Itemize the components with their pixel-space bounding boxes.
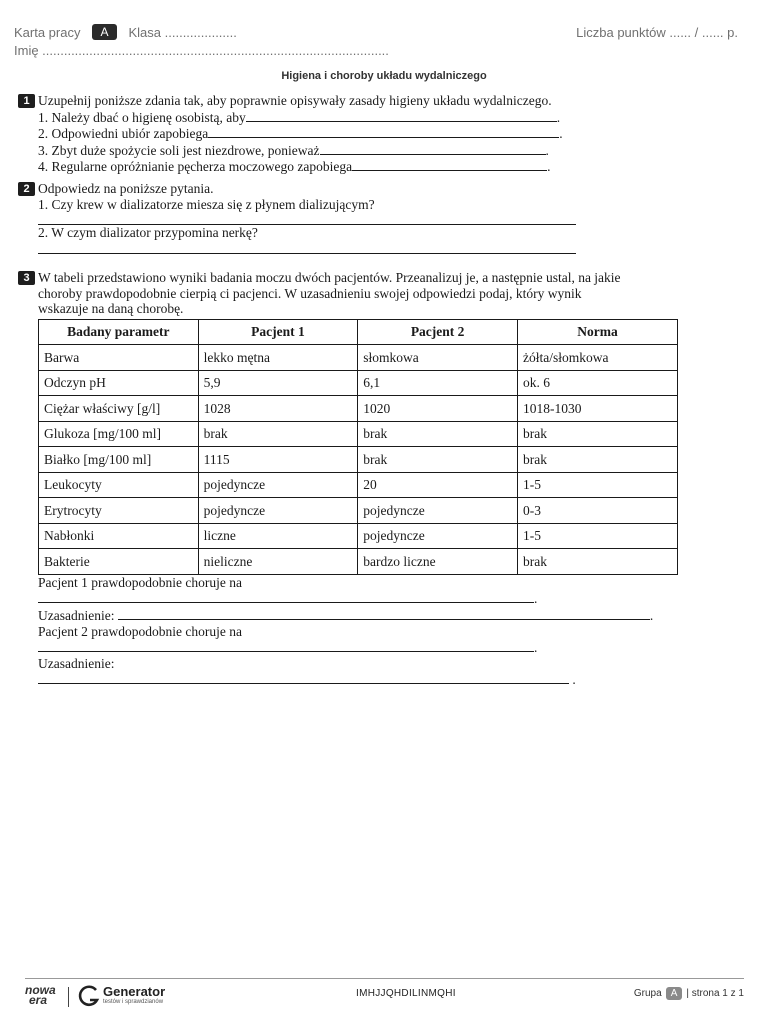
parameter-cell: Barwa (39, 345, 199, 371)
parameter-cell: Glukoza [mg/100 ml] (39, 421, 199, 447)
worksheet-header (14, 24, 738, 58)
task-2-instruction: Odpowiedz na poniższe pytania. (38, 181, 214, 196)
answer-line[interactable] (208, 125, 559, 138)
answer-line[interactable] (38, 241, 576, 254)
task-number-1: 1 (18, 94, 35, 108)
task-2-question-2: 2. W czym dializator przypomina nerkę? (38, 225, 258, 241)
value-cell: 1028 (198, 396, 358, 422)
task-1-instruction: Uzupełnij poniższe zdania tak, aby poprawnie opisywały zasady higieny układu wydalniczego. (38, 93, 552, 108)
value-cell: 1115 (198, 447, 358, 473)
answer-line[interactable] (320, 142, 546, 155)
answer-line[interactable] (38, 671, 569, 684)
footer-group-badge: A (666, 987, 683, 1000)
table-row (39, 472, 678, 498)
task-2 (18, 181, 678, 254)
table-row (39, 447, 678, 473)
name-field: Imię ................................................................................................ (14, 43, 389, 58)
parameter-cell: Leukocyty (39, 472, 199, 498)
group-badge: A (92, 24, 116, 40)
value-cell: brak (517, 421, 677, 447)
value-cell: 6,1 (358, 370, 518, 396)
column-header: Badany parametr (39, 319, 199, 345)
answer-line[interactable] (38, 590, 534, 603)
worksheet-code: IMHJJQHDILINMQHI (356, 988, 456, 999)
value-cell: brak (358, 421, 518, 447)
task-1-item-1: 1. Należy dbać o higienę osobistą, aby . (38, 109, 561, 125)
parameter-cell: Odczyn pH (39, 370, 199, 396)
answer-line[interactable] (118, 607, 650, 620)
table-row (39, 421, 678, 447)
karta-pracy-label: Karta pracy (14, 24, 81, 40)
page-title: Higiena i choroby układu wydalniczego (281, 70, 487, 82)
value-cell: pojedyncze (198, 472, 358, 498)
answer-line[interactable] (38, 639, 534, 652)
value-cell: pojedyncze (358, 523, 518, 549)
value-cell: słomkowa (358, 345, 518, 371)
table-row (39, 523, 678, 549)
group-page-indicator: Grupa A | strona 1 z 1 (633, 988, 744, 999)
page-footer (25, 978, 744, 1019)
task-number-2: 2 (18, 182, 35, 196)
urine-results-table (38, 319, 678, 575)
value-cell: 1-5 (517, 523, 677, 549)
generator-logo-text: Generator testów i sprawdzianów (103, 984, 166, 1005)
parameter-cell: Ciężar właściwy [g/l] (39, 396, 199, 422)
answer-line[interactable] (246, 109, 557, 122)
table-row (39, 370, 678, 396)
value-cell: ok. 6 (517, 370, 677, 396)
task-1-item-4: 4. Regularne opróżnianie pęcherza moczowego zapobiega . (38, 159, 551, 175)
value-cell: brak (358, 447, 518, 473)
column-header: Pacjent 1 (198, 319, 358, 345)
value-cell: brak (517, 447, 677, 473)
table-row (39, 498, 678, 524)
table-row (39, 345, 678, 371)
patient-1-label: Pacjent 1 prawdopodobnie choruje na (38, 574, 242, 590)
task-1-item-2: 2. Odpowiedni ubiór zapobiega . (38, 126, 563, 142)
task-3-instruction-line-3: wskazuje na daną chorobę. (38, 301, 184, 317)
column-header: Norma (517, 319, 677, 345)
value-cell: 1020 (358, 396, 518, 422)
points-field: Liczba punktów ...... / ...... p. (576, 24, 738, 40)
value-cell: liczne (198, 523, 358, 549)
value-cell: bardzo liczne (358, 549, 518, 575)
table-row (39, 396, 678, 422)
value-cell: 20 (358, 472, 518, 498)
value-cell: brak (198, 421, 358, 447)
column-header: Pacjent 2 (358, 319, 518, 345)
generator-logo-icon (78, 985, 100, 1009)
value-cell: 1018-1030 (517, 396, 677, 422)
parameter-cell: Erytrocyty (39, 498, 199, 524)
task-number-3: 3 (18, 271, 35, 285)
logo-divider (68, 987, 69, 1007)
task-2-question-1: 1. Czy krew w dializatorze miesza się z płynem dializującym? (38, 196, 375, 212)
table-row (39, 549, 678, 575)
value-cell: pojedyncze (198, 498, 358, 524)
value-cell: żółta/słomkowa (517, 345, 677, 371)
task-1 (18, 93, 678, 175)
answer-line[interactable] (352, 158, 547, 171)
answer-line[interactable] (38, 212, 576, 225)
patient-2-justification-label: Uzasadnienie: (38, 655, 115, 671)
klasa-field: Klasa .................... (128, 24, 237, 40)
patient-1-justification: Uzasadnienie: . (38, 607, 654, 623)
parameter-cell: Bakterie (39, 549, 199, 575)
parameter-cell: Białko [mg/100 ml] (39, 447, 199, 473)
value-cell: nieliczne (198, 549, 358, 575)
parameter-cell: Nabłonki (39, 523, 199, 549)
value-cell: lekko mętna (198, 345, 358, 371)
value-cell: 5,9 (198, 370, 358, 396)
value-cell: brak (517, 549, 677, 575)
task-3: 3 W tabeli przedstawiono wyniki badania moczu dwóch pacjentów. Przeanalizuj je, a następnie ustal, na jakie choroby prawdopodobnie cierpią ci pacjenci. W uzasadnieniu swojej odpowiedzi podaj, który wynik wskazuje na daną chorobę. Badany parametr Pacjent 1 Pacjent 2 Norma Barwa lekko mętna słomkowa żółta/słomkowa Odczyn pH 5,9 6,1 ok. 6 Ciężar właściwy [g/l] 1028 1020 1018-1030 Glukoza [mg/100 ml] brak brak brak Białko [mg/100 ml] 1115 brak brak Leukocyty pojedyncze 20 1-5 Erytrocyty pojedyncze pojedyncze 0-3 Nabłonki liczne pojedyncze 1-5 Bakterie nieliczne bardzo liczne brak Pacjent 1 prawdopodobnie choruje na . Uzasadnienie: . Pacjent 2 prawdopodobnie choruje na . Uzasadnienie: . (18, 270, 678, 688)
value-cell: 1-5 (517, 472, 677, 498)
patient-2-label: Pacjent 2 prawdopodobnie choruje na (38, 623, 242, 639)
task-3-instruction-line-1: W tabeli przedstawiono wyniki badania moczu dwóch pacjentów. Przeanalizuj je, a następnie ustal, na jakie (38, 270, 621, 285)
task-3-instruction-line-2: choroby prawdopodobnie cierpią ci pacjenci. W uzasadnieniu swojej odpowiedzi podaj, który wynik (38, 285, 582, 301)
value-cell: 0-3 (517, 498, 677, 524)
task-1-item-3: 3. Zbyt duże spożycie soli jest niezdrowe, ponieważ . (38, 142, 549, 158)
value-cell: pojedyncze (358, 498, 518, 524)
table-header-row (39, 319, 678, 345)
nowa-era-logo: nowa era (25, 983, 56, 1007)
